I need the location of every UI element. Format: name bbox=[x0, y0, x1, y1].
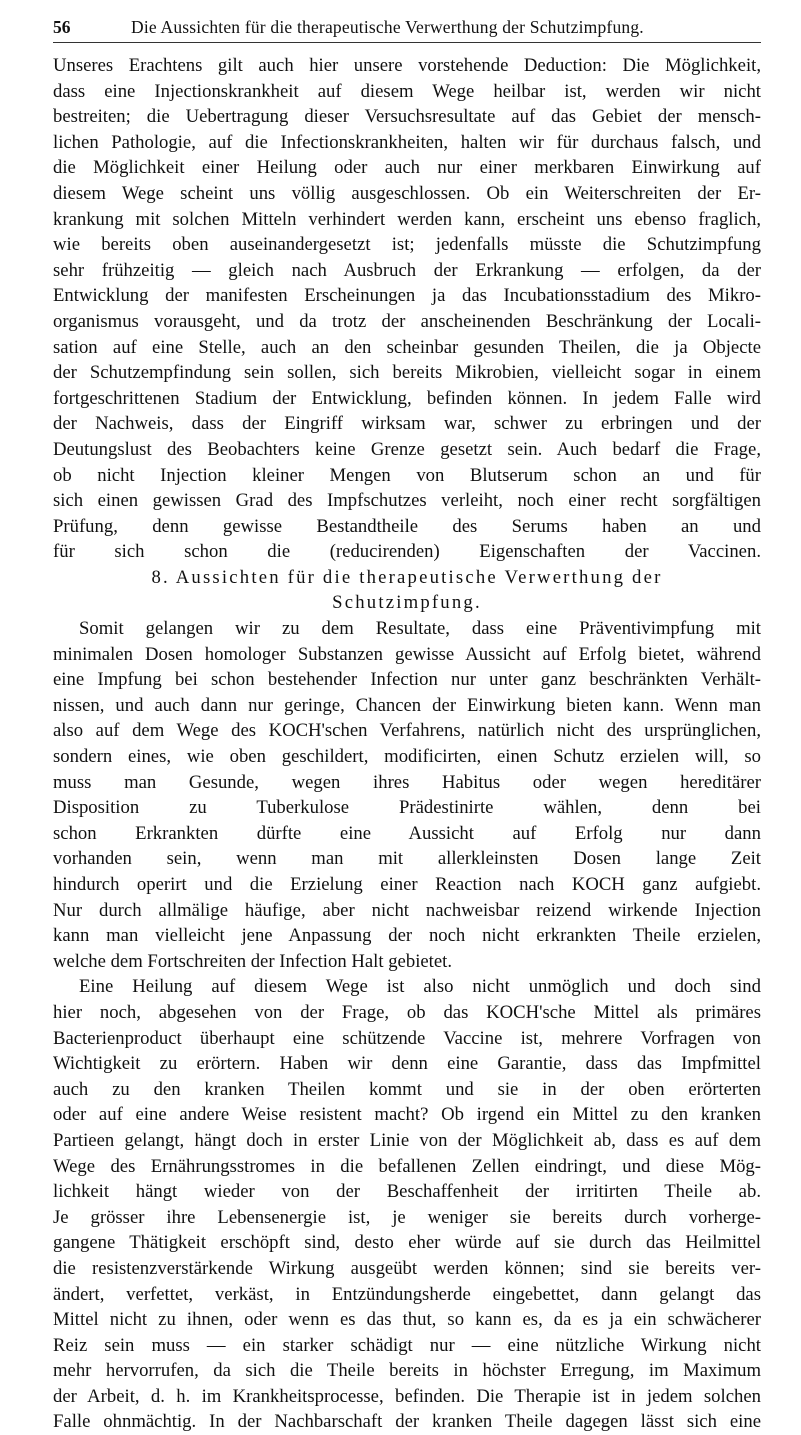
text-line: Eine Heilung auf diesem Wege ist also nicht unmöglich und doch sind bbox=[79, 976, 761, 998]
text-line: bestreiten; die Uebertragung dieser Versuchsresultate auf das Gebiet der mensch- bbox=[53, 106, 761, 128]
text-line: krankung mit solchen Mitteln verhindert werden kann, erscheint uns ebenso fraglich, bbox=[53, 208, 761, 230]
text-line: Schutzimpfung. bbox=[332, 592, 482, 614]
text-line: auch zu den kranken Theilen kommt und sie in der oben erörterten bbox=[53, 1078, 761, 1100]
text-line: Wichtigkeit zu erörtern. Haben wir denn eine Garantie, dass das Impfmittel bbox=[53, 1053, 761, 1075]
text-line: lichen Pathologie, auf die Infectionskrankheiten, halten wir für durchaus falsch, und bbox=[53, 131, 761, 153]
text-line: dass eine Injectionskrankheit auf diesem Wege heilbar ist, werden wir nicht bbox=[53, 80, 761, 102]
text-line: Partieen gelangt, hängt doch in erster Linie von der Möglichkeit ab, dass es auf dem bbox=[53, 1129, 761, 1151]
text-line: gangene Thätigkeit erschöpft sind, desto eher würde auf sie durch das Heilmittel bbox=[53, 1232, 761, 1254]
text-line: sehr frühzeitig — gleich nach Ausbruch der Erkrankung — erfolgen, da der bbox=[53, 259, 761, 281]
page-header bbox=[53, 12, 761, 43]
text-line: Falle ohnmächtig. In der Nachbarschaft der kranken Theile dagegen lässt sich eine bbox=[53, 1411, 761, 1433]
text-line: die resistenzverstärkende Wirkung ausgeübt werden können; sind sie bereits ver- bbox=[53, 1257, 761, 1279]
text-line: Nur durch allmälige häufige, aber nicht nachweisbar reizend wirkende Injection bbox=[53, 899, 761, 921]
text-line: Mittel nicht zu ihnen, oder wenn es das thut, so kann es, da es ja ein schwächerer bbox=[53, 1309, 761, 1331]
text-line: sich einen gewissen Grad des Impfschutzes verleiht, noch einer recht sorgfältigen bbox=[53, 490, 761, 512]
text-line: vorhanden sein, wenn man mit allerkleinsten Dosen lange Zeit bbox=[53, 848, 761, 870]
text-line: organismus vorausgeht, und da trotz der anscheinenden Beschränkung der Locali- bbox=[53, 310, 761, 332]
text-line: muss man Gesunde, wegen ihres Habitus oder wegen hereditärer bbox=[53, 771, 761, 793]
text-line: der Nachweis, dass der Eingriff wirksam war, schwer zu erbringen und der bbox=[53, 413, 761, 435]
text-line: Bacterienproduct überhaupt eine schützende Vaccine ist, mehrere Vorfragen von bbox=[53, 1027, 761, 1049]
text-line: Unseres Erachtens gilt auch hier unsere vorstehende Deduction: Die Möglichkeit, bbox=[53, 55, 761, 76]
text-line: welche dem Fortschreiten der Infection Halt gebietet. bbox=[53, 950, 453, 972]
text-line: die Möglichkeit einer Heilung oder auch nur einer merkbaren Einwirkung auf bbox=[53, 157, 761, 179]
page-number: 56 bbox=[53, 17, 71, 37]
text-line: kann man vielleicht jene Anpassung der noch nicht erkrankten Theile erzielen, bbox=[53, 925, 761, 947]
text-line: sondern eines, wie oben geschildert, modificirten, einen Schutz erzielen will, so bbox=[53, 746, 761, 768]
text-line: hier noch, abgesehen von der Frage, ob das KOCH'sche Mittel als primäres bbox=[53, 1001, 761, 1023]
text-line: Somit gelangen wir zu dem Resultate, dass eine Präventivimpfung mit bbox=[79, 618, 761, 640]
text-line: also auf dem Wege des KOCH'schen Verfahrens, natürlich nicht des ursprünglichen, bbox=[53, 720, 761, 742]
text-line: für sich schon die (reducirenden) Eigenschaften der Vaccinen. bbox=[53, 541, 761, 563]
text-line: Reiz sein muss — ein starker schädigt nur — eine nützliche Wirkung nicht bbox=[53, 1334, 761, 1356]
text-line: Prüfung, denn gewisse Bestandtheile des Serums haben an und bbox=[53, 515, 761, 537]
text-line: sation auf eine Stelle, auch an den scheinbar gesunden Theilen, die ja Objecte bbox=[53, 336, 761, 358]
text-line: Je grösser ihre Lebensenergie ist, je weniger sie bereits durch vorherge- bbox=[53, 1206, 761, 1228]
text-line: der Schutzempfindung sein sollen, sich bereits Mikrobien, vielleicht sogar in einem bbox=[53, 362, 761, 384]
text-line: Wege des Ernährungsstromes in die befallenen Zellen eindringt, und diese Mög- bbox=[53, 1155, 761, 1177]
running-title: Die Aussichten für die therapeutische Verwerthung der Schutzimpfung. bbox=[131, 17, 644, 37]
text-line: hindurch operirt und die Erzielung einer Reaction nach KOCH ganz aufgiebt. bbox=[53, 874, 761, 895]
text-line: schon Erkrankten dürfte eine Aussicht auf Erfolg nur dann bbox=[53, 822, 761, 844]
text-line: mehr hervorrufen, da sich die Theile bereits in höchster Erregung, im Maximum bbox=[53, 1360, 761, 1382]
text-line: Entwicklung der manifesten Erscheinungen ja das Incubationsstadium des Mikro- bbox=[53, 285, 761, 307]
text-line: wie bereits oben auseinandergesetzt ist; jedenfalls müsste die Schutzimpfung bbox=[53, 234, 761, 256]
text-line: Deutungslust des Beobachters keine Grenze gesetzt sein. Auch bedarf die Frage, bbox=[53, 438, 761, 460]
body-text bbox=[53, 53, 761, 1435]
text-line: minimalen Dosen homologer Substanzen gewisse Aussicht auf Erfolg bietet, während bbox=[53, 643, 761, 665]
text-line: nissen, und auch dann nur geringe, Chancen der Einwirkung bieten kann. Wenn man bbox=[53, 694, 761, 716]
text-line: fortgeschrittenen Stadium der Entwicklung, befinden können. In jedem Falle wird bbox=[53, 387, 761, 409]
text-line: 8. Aussichten für die therapeutische Verwerthung der bbox=[151, 566, 663, 588]
text-line: lichkeit hängt wieder von der Beschaffenheit der irritirten Theile ab. bbox=[53, 1181, 761, 1203]
text-line: ob nicht Injection kleiner Mengen von Blutserum schon an und für bbox=[53, 464, 761, 486]
text-line: ändert, verfettet, verkäst, in Entzündungsherde eingebettet, dann gelangt das bbox=[53, 1283, 761, 1305]
text-line: oder auf eine andere Weise resistent macht? Ob irgend ein Mittel zu den kranken bbox=[53, 1104, 761, 1126]
text-line: eine Impfung bei schon bestehender Infection nur unter ganz beschränkten Verhält- bbox=[53, 669, 761, 691]
text-line: diesem Wege scheint uns völlig ausgeschlossen. Ob ein Weiterschreiten der Er- bbox=[53, 182, 761, 204]
text-line: Disposition zu Tuberkulose Prädestinirte wählen, denn bei bbox=[53, 797, 761, 819]
text-line: der Arbeit, d. h. im Krankheitsprocesse, befinden. Die Therapie ist in jedem solchen bbox=[53, 1385, 761, 1407]
